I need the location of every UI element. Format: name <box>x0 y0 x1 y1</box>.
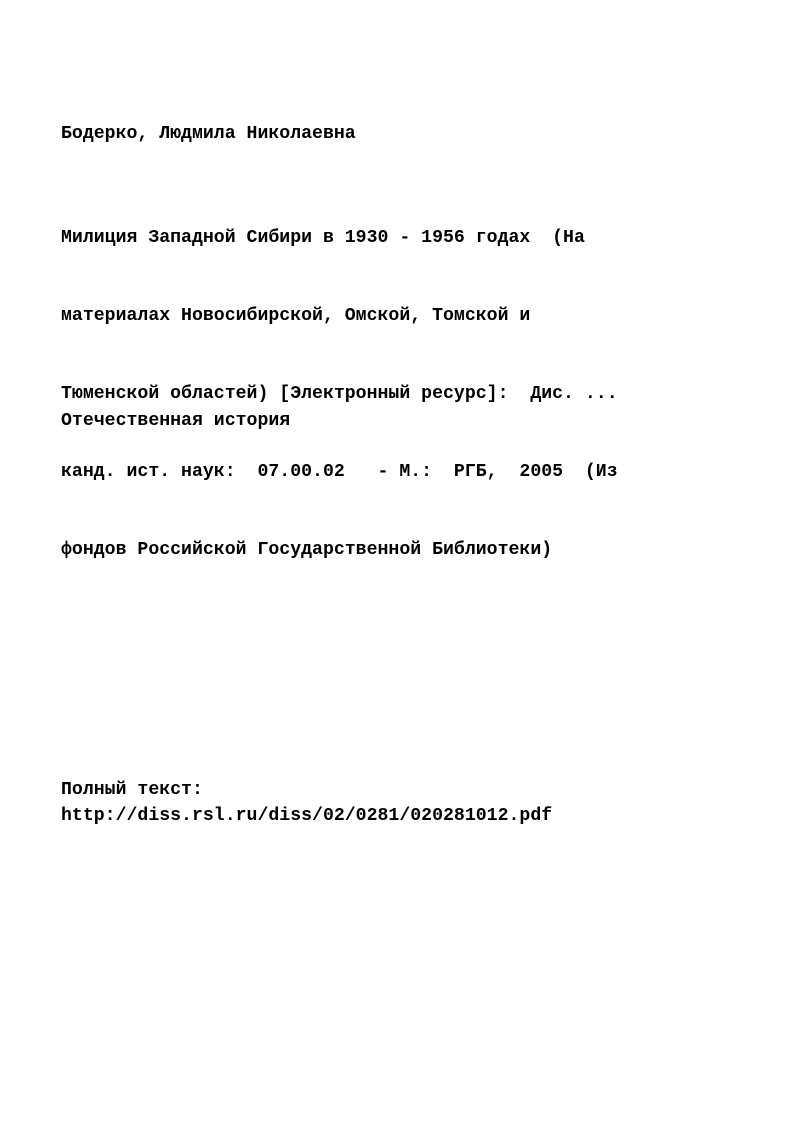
title-line: Милиция Западной Сибири в 1930 - 1956 годах (На <box>61 228 585 248</box>
title-line: материалах Новосибирской, Омской, Томской и <box>61 306 531 326</box>
title-line: Тюменской областей) [Электронный ресурс]: Дис. ... <box>61 384 618 404</box>
fulltext-label: Полный текст: <box>61 780 203 800</box>
fulltext-url[interactable]: http://diss.rsl.ru/diss/02/0281/020281012.pdf <box>61 806 553 826</box>
title-line: фондов Российской Государственной Библиотеки) <box>61 540 553 560</box>
subject-heading: Отечественная история <box>61 411 291 431</box>
author-name: Бодерко, Людмила Николаевна <box>61 124 356 144</box>
title-line: канд. ист. наук: 07.00.02 - М.: РГБ, 2005 (Из <box>61 462 618 482</box>
bibliographic-description <box>61 173 618 589</box>
